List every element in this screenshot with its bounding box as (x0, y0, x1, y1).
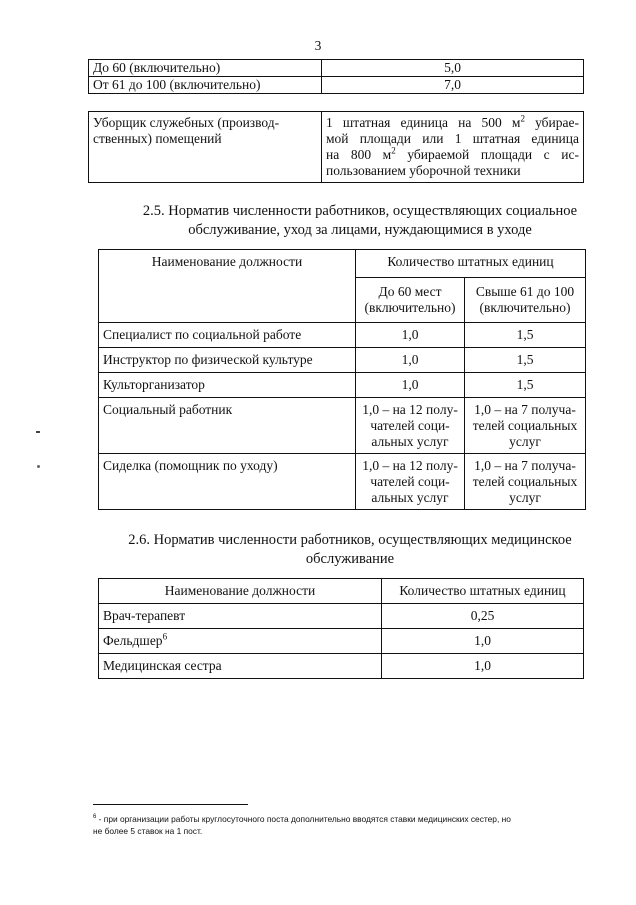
cleaner-position-line: Уборщик служебных (производ- (93, 115, 280, 130)
heading-line: обслуживание, уход за лицами, нуждающимися в уходе (188, 222, 532, 238)
position-cell: Инструктор по физической культуре (99, 348, 356, 373)
table-social-staff (98, 249, 586, 510)
position-cell: Специалист по социальной работе (99, 323, 356, 348)
value-cell: 1,0 – на 12 полу- чателей соци- альных услуг (356, 398, 465, 454)
value-cell: 1,0 (356, 323, 465, 348)
table-row (99, 629, 584, 654)
table-row (89, 112, 584, 183)
table-row (99, 604, 584, 629)
table-row (99, 373, 586, 398)
value-cell: 0,25 (382, 604, 584, 629)
table-row (89, 77, 584, 94)
header-quantity: Количество штатных единиц (382, 579, 584, 604)
header-position: Наименование должности (99, 250, 356, 323)
value-cell: 1,0 – на 7 получа- телей социальных услуг (465, 454, 586, 510)
table-row (99, 654, 584, 679)
heading-line: 2.6. Норматив численности работников, осуществляющих медицинское (128, 532, 572, 548)
cleaner-norm-line: пользованием уборочной техники (326, 163, 521, 178)
cleaner-norm-line: 1 штатная единица на 500 $м^2$ убирае- (326, 113, 579, 130)
position-cell: Сиделка (помощник по уходу) (99, 454, 356, 510)
header-sub-up-to-60: До 60 мест (включительно) (356, 278, 465, 323)
heading-line: 2.5. Норматив численности работников, осуществляющих социальное (142, 203, 578, 219)
footnote-separator (93, 804, 248, 805)
value-cell: 1,0 (382, 629, 584, 654)
section-heading-2-5 (70, 202, 636, 240)
header-position: Наименование должности (99, 579, 382, 604)
position-cell: Медицинская сестра (99, 654, 382, 679)
table-row (99, 454, 586, 510)
table-cell-value: 7,0 (322, 77, 584, 94)
table-row (99, 398, 586, 454)
scan-mark (36, 431, 40, 433)
header-quantity: Количество штатных единиц (356, 250, 586, 278)
footnote-ref: 6 (162, 631, 168, 642)
value-cell: 1,0 (382, 654, 584, 679)
value-cell: 1,0 (356, 348, 465, 373)
table-row (89, 60, 584, 77)
table-header-row (99, 579, 584, 604)
value-cell: 1,0 – на 7 получа- телей социальных услуг (465, 398, 586, 454)
table-row (99, 348, 586, 373)
table-cell-value: 5,0 (322, 60, 584, 77)
footnote-line: $^6$ - при организации работы круглосуточного поста дополнительно вводятся ставки медицинских сестер, но (93, 814, 511, 824)
header-sub-61-100: Свыше 61 до 100 (включительно) (465, 278, 586, 323)
cleaner-norm-cell (322, 112, 584, 183)
value-cell: 1,5 (465, 373, 586, 398)
table-cell-label: До 60 (включительно) (89, 60, 322, 77)
section-heading-2-6 (60, 531, 636, 569)
value-cell: 1,0 (356, 373, 465, 398)
value-cell: 1,0 – на 12 полу- чателей соци- альных услуг (356, 454, 465, 510)
position-cell: Культорганизатор (99, 373, 356, 398)
table-medical-staff (98, 578, 584, 679)
cleaner-position-cell (89, 112, 322, 183)
table-cleaner (88, 111, 584, 183)
value-cell: 1,5 (465, 348, 586, 373)
footnote-line: не более 5 ставок на 1 пост. (93, 826, 203, 836)
cleaner-norm-line: на 800 $м^2$ убираемой площади с ис- (326, 145, 579, 162)
position-cell: Фельдшер$^6$ (99, 629, 382, 654)
table-cell-label: От 61 до 100 (включительно) (89, 77, 322, 94)
footnote (93, 813, 588, 837)
cleaner-position-line: ственных) помещений (93, 131, 222, 146)
value-cell: 1,5 (465, 323, 586, 348)
cleaner-norm-line: мой площади или 1 штатная единица (326, 131, 579, 146)
heading-line: обслуживание (305, 551, 395, 567)
table-row (99, 323, 586, 348)
page-number: 3 (314, 38, 322, 53)
position-cell: Врач-терапевт (99, 604, 382, 629)
scan-mark (37, 465, 40, 468)
table-top (88, 59, 584, 94)
position-cell: Социальный работник (99, 398, 356, 454)
table-header-row (99, 250, 586, 278)
